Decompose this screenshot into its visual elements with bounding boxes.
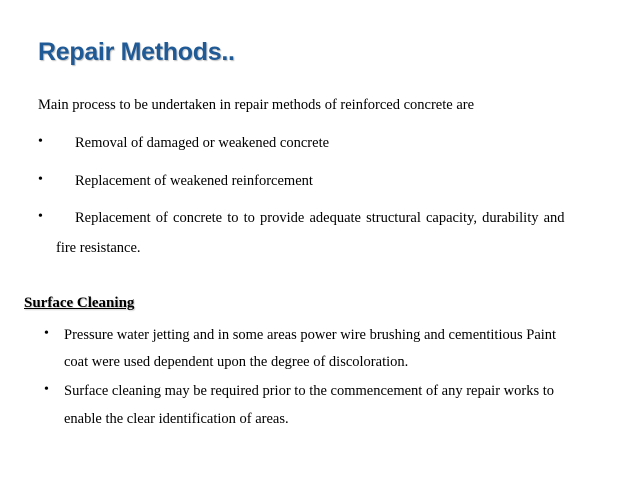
intro-text: Main process to be undertaken in repair methods of reinforced concrete are [38,97,475,113]
list-item-continuation: coat were used dependent upon the degree of discoloration. [64,354,409,370]
bullet-icon: • [38,172,43,187]
list-item: Pressure water jetting and in some areas power wire brushing and cementitious Paint [64,327,557,343]
bullet-icon: • [44,326,49,341]
slide-title: Repair Methods.. [38,38,235,66]
step-item: Replacement of concrete to to provide adequate structural capacity, durability and [75,210,565,226]
step-continuation: fire resistance. [56,240,141,256]
bullet-icon: • [38,134,43,149]
step-item: Removal of damaged or weakened concrete [75,135,330,151]
step-item: Replacement of weakened reinforcement [75,173,313,189]
bullet-icon: • [38,209,43,224]
list-item: Surface cleaning may be required prior to the commencement of any repair works to [64,383,554,399]
list-item-continuation: enable the clear identification of areas. [64,411,289,427]
bullet-icon: • [44,382,49,397]
section-heading: Surface Cleaning [24,295,135,311]
